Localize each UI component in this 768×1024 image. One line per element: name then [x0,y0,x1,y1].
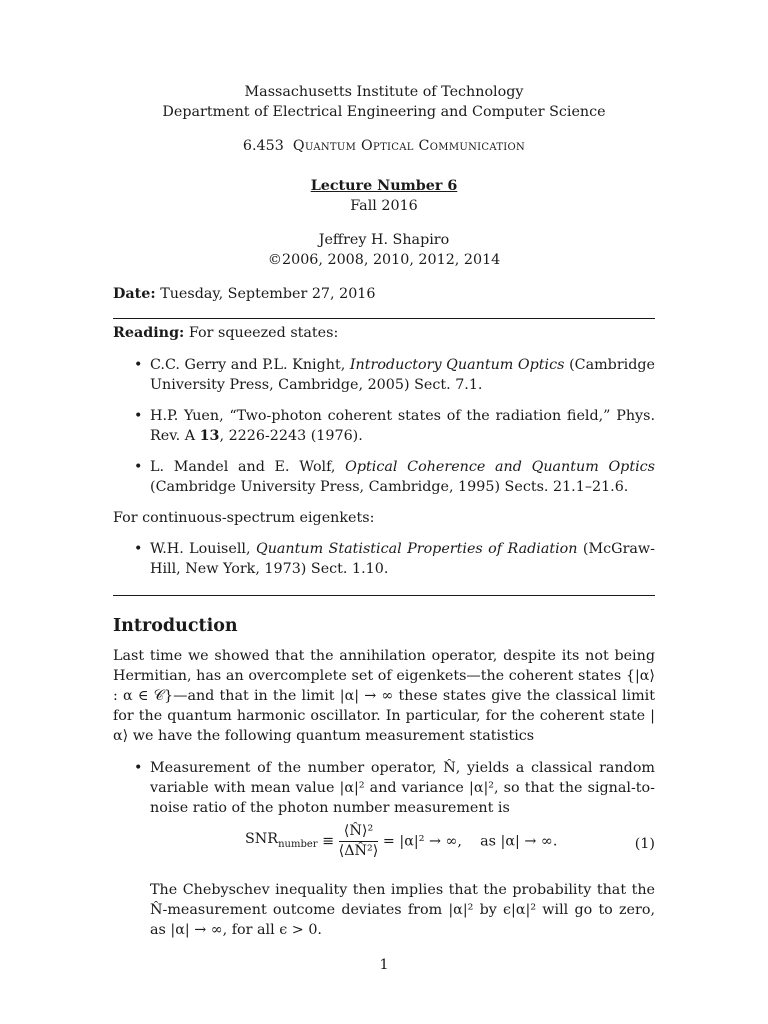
ref-authors: L. Mandel and E. Wolf, [150,459,346,475]
lecture-title: Lecture Number 6 [310,178,458,194]
measurement-item [113,758,655,940]
divider-bottom [113,595,655,596]
title-block [113,82,655,270]
ref-title: Optical Coherence and Quantum Optics [345,459,655,475]
eq-subscript: number [278,838,318,850]
paper-page [113,82,655,940]
date-line [113,284,655,304]
eq-numerator: ⟨N̂⟩² [339,822,379,842]
eq-rhs: = |α|² → ∞, as |α| → ∞. [378,833,558,850]
bullet-icon: • [134,760,143,776]
reference-item [113,355,655,395]
section-heading: Introduction [113,616,238,636]
measurement-text: Measurement of the number operator, N̂, yields a classical random variable with mean value |α|² and variance |α|², so that the signal-to-noise ratio of the photon number measurement is [150,760,655,816]
chebyschev-paragraph: The Chebyschev inequality then implies that the probability that the N̂-measurement outcome deviates from |α|² by ϵ|α|² will go to zero, as |α| → ∞, for all ϵ > 0. [150,882,655,938]
ref-volume: 13 [199,428,220,444]
copyright: ©2006, 2008, 2010, 2012, 2014 [267,252,501,268]
eq-lhs: $SNR_{number}$ [245,830,318,850]
author: Jeffrey H. Shapiro [318,232,450,248]
page-number: 1 [379,957,389,973]
ref-rest: , 2226-2243 (1976). [219,428,363,444]
ref-title: Introductory Quantum Optics [349,357,565,373]
eq-definition-sign: ≡ [317,833,339,850]
ref-rest: (McGraw-Hill, New York, 1973) Sect. 1.10. [150,541,655,577]
intro-paragraph: Last time we showed that the annihilation operator, despite its not being Hermitian, has an overcomplete set of eigenkets—the coherent states {|α⟩ : α ∈ 𝒞}—and that in the limit |α| → ∞ these states give the classical limit for the quantum harmonic oscillator. In particular, for the coherent state |α⟩ we have the following quantum measurement statistics [113,648,655,744]
reading-intro: For squeezed states: [188,325,339,341]
ref-rest: (Cambridge University Press, Cambridge, 2005) Sect. 7.1. [150,357,656,393]
bullet-icon: • [134,459,143,475]
ref-rest: (Cambridge University Press, Cambridge, 1995) Sects. 21.1–21.6. [150,479,629,495]
reading-label: Reading: [113,325,185,341]
date-label: Date: [113,286,156,302]
divider-top [113,318,655,319]
continuous-reference-list [113,539,655,579]
equation-1 [150,822,655,870]
department: Department of Electrical Engineering and Computer Science [162,104,606,120]
measurement-list [113,758,655,940]
equation-body [245,822,557,861]
ref-title: Quantum Statistical Properties of Radiation [255,541,578,557]
bullet-icon: • [134,357,143,373]
course-number: 6.453 [242,138,284,154]
course-line [113,136,655,156]
institution: Massachusetts Institute of Technology [244,84,524,100]
bullet-icon: • [134,541,143,557]
course-title: Quantum Optical Communication [292,138,526,154]
continuous-intro: For continuous-spectrum eigenkets: [113,510,375,526]
eq-fraction [339,822,379,861]
term: Fall 2016 [350,198,418,214]
reference-item [113,539,655,579]
eq-denominator: ⟨ΔN̂²⟩ [338,843,379,859]
ref-authors: C.C. Gerry and P.L. Knight, [150,357,350,373]
squeezed-reference-list [113,355,655,497]
ref-authors: H.P. Yuen, “Two-photon coherent states of the radiation field,” Phys. Rev. A [150,408,655,444]
reference-item [113,457,655,497]
date-value: Tuesday, September 27, 2016 [160,286,376,302]
equation-tag: (1) [634,836,655,852]
reference-item [113,406,655,446]
bullet-icon: • [134,408,143,424]
ref-authors: W.H. Louisell, [150,541,256,557]
reading-intro-line [113,323,655,343]
